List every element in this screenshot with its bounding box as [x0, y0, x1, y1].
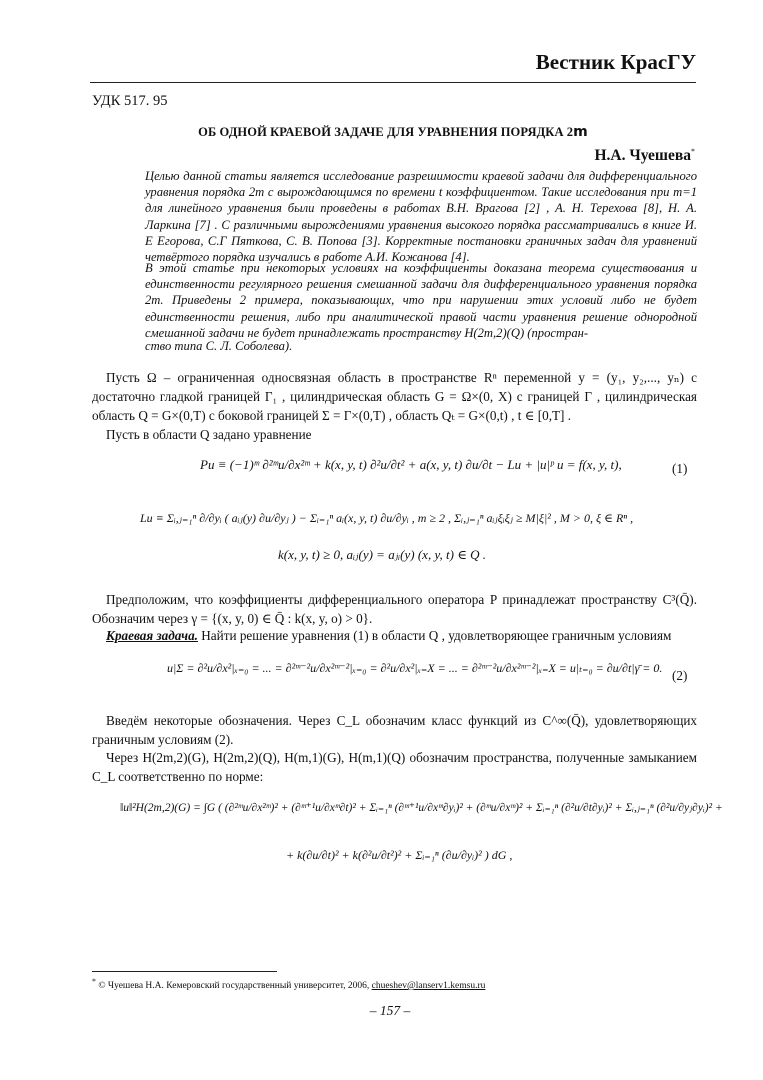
paper-title-tail: m [573, 124, 588, 140]
paper-title [90, 124, 696, 140]
abstract-paragraph-1 [145, 168, 697, 265]
abstract-p1: Целью данной статьи является исследование разрешимости краевой задачи для дифференциального уравнения порядка 2m с вырождающимся по времени t коэффициентом. Такие исследования при m=1 для линейного уравнения были проведены в работах В.Н. Врагова [2] , А. Н. Терехова [8], Н. А. Ларкина [7] . С различными вырождениями уравнения высокого порядка рассматривались в книге И. Е Егорова, С.Г Пяткова, С. В. Попова [3]. Корректные постановки граничных задач для уравнений четвёртого порядка изучались в работе А.И. Кожанова [4]. [145, 169, 697, 265]
footnote-mark: * [92, 977, 96, 986]
abstract-p2: В этой статье при некоторых условиях на коэффициенты доказана теорема существования и единственности регулярного решения смешанной задачи для дифференциального уравнения порядка 2m. Приведены 2 примера, показывающих, что при нарушении этих условий либо не будет единственности решения, либо при аналитической правой части уравнения решение однородной смешанной задачи не будет принадлежать пространству H(2m,2)(Q) (простран- [145, 261, 697, 340]
equation-1-number: (1) [672, 461, 688, 476]
body-paragraph-1: Пусть Ω – ограниченная односвязная область в пространстве Rⁿ переменной y = (y₁, y₂,..., yₙ) с достаточно гладкой границей Γ₁ , цилиндрическая область G = Ω×(0, X) с границей Γ , цилиндрическая область Q = G×(0,T) с боковой границей Σ = Γ×(0,T) , область Qₜ = G×(0,t) , t ∈ [0,T] . [92, 370, 697, 423]
udk-code: УДК 517. 95 [92, 93, 168, 109]
equation-conditions: k(x, y, t) ≥ 0, aᵢⱼ(y) = aⱼᵢ(y) (x, y, t) ∈ Q . [278, 547, 486, 562]
header-rule [90, 82, 696, 83]
body-paragraph-4 [92, 626, 697, 645]
author-name: Н.А. Чуешева [594, 147, 691, 165]
abstract-paragraph-2 [145, 260, 697, 341]
body-paragraph-5: Введём некоторые обозначения. Через C_L обозначим класс функций из C^∞(Q̄), удовлетворяющих граничным условиям (2). [92, 713, 697, 747]
equation-2: u|Σ = ∂²u/∂x²|ₓ₌₀ = ... = ∂²ᵐ⁻²u/∂x²ᵐ⁻²|ₓ₌₀ = ∂²u/∂x²|ₓ₌X = ... = ∂²ᵐ⁻²u/∂x²ᵐ⁻²|ₓ₌X = u|ₜ₌₀ = ∂u/∂t|γ̄ = 0. [167, 661, 663, 675]
norm-definition-line-1: ‖u‖²H(2m,2)(G) = ∫G ( (∂²ᵐu/∂x²ᵐ)² + (∂ᵐ⁺¹u/∂xᵐ∂t)² + Σᵢ₌₁ⁿ (∂ᵐ⁺¹u/∂xᵐ∂yᵢ)² + (∂ᵐu/∂xᵐ)² + Σᵢ₌₁ⁿ (∂²u/∂t∂yᵢ)² + Σᵢ,ⱼ₌₁ⁿ (∂²u/∂yⱼ∂yᵢ)² + [120, 802, 723, 814]
norm-definition-line-2: + k(∂u/∂t)² + k(∂²u/∂t²)² + Σᵢ₌₁ⁿ (∂u/∂yᵢ)² ) dG , [286, 848, 513, 862]
boundary-problem-label: Краевая задача. [106, 628, 198, 643]
boundary-problem-text: Найти решение уравнения (1) в области Q , удовлетворяющее граничным условиям [197, 628, 672, 643]
equation-1: Pu ≡ (−1)ᵐ ∂²ᵐu/∂x²ᵐ + k(x, y, t) ∂²u/∂t² + a(x, y, t) ∂u/∂t − Lu + |u|ᵖ u = f(x, y, t), [200, 457, 622, 472]
page-number: – 157 – [369, 1003, 411, 1018]
footnote-rule [92, 971, 277, 972]
author-footnote-mark: * [691, 147, 695, 156]
equation-2-number: (2) [672, 668, 688, 683]
body-paragraph-2: Пусть в области Q задано уравнение [106, 427, 312, 442]
author [440, 147, 695, 165]
paper-title-text: ОБ ОДНОЙ КРАЕВОЙ ЗАДАЧЕ ДЛЯ УРАВНЕНИЯ ПОРЯДКА 2 [198, 125, 574, 139]
body-paragraph-3: Предположим, что коэффициенты дифференциального оператора P принадлежат пространству C³(Q̄). Обозначим через γ = {(x, y, 0) ∈ Q̄ : k(x, y, o) > 0}. [92, 592, 697, 626]
journal-name: Вестник КрасГУ [535, 50, 696, 74]
footnote-text: © Чуешева Н.А. Кемеровский государственный университет, 2006, [95, 981, 372, 992]
footnote-email-link[interactable]: chueshev@lanserv1.kemsu.ru [371, 981, 486, 992]
body-paragraph-6: Через H(2m,2)(G), H(2m,2)(Q), H(m,1)(G), H(m,1)(Q) обозначим пространства, полученные замыканием C_L соответственно по норме: [92, 750, 697, 784]
abstract-p2-end: ство типа С. Л. Соболева). [145, 339, 293, 353]
footnote [92, 977, 485, 991]
equation-operator-L: Lu ≡ Σᵢ,ⱼ₌₁ⁿ ∂/∂yᵢ ( aᵢⱼ(y) ∂u/∂yⱼ ) − Σᵢ₌₁ⁿ aᵢ(x, y, t) ∂u/∂yᵢ , m ≥ 2 , Σᵢ,ⱼ₌₁ⁿ aᵢⱼξᵢξⱼ ≥ M|ξ|² , M > 0, ξ ∈ Rⁿ , [140, 511, 634, 525]
